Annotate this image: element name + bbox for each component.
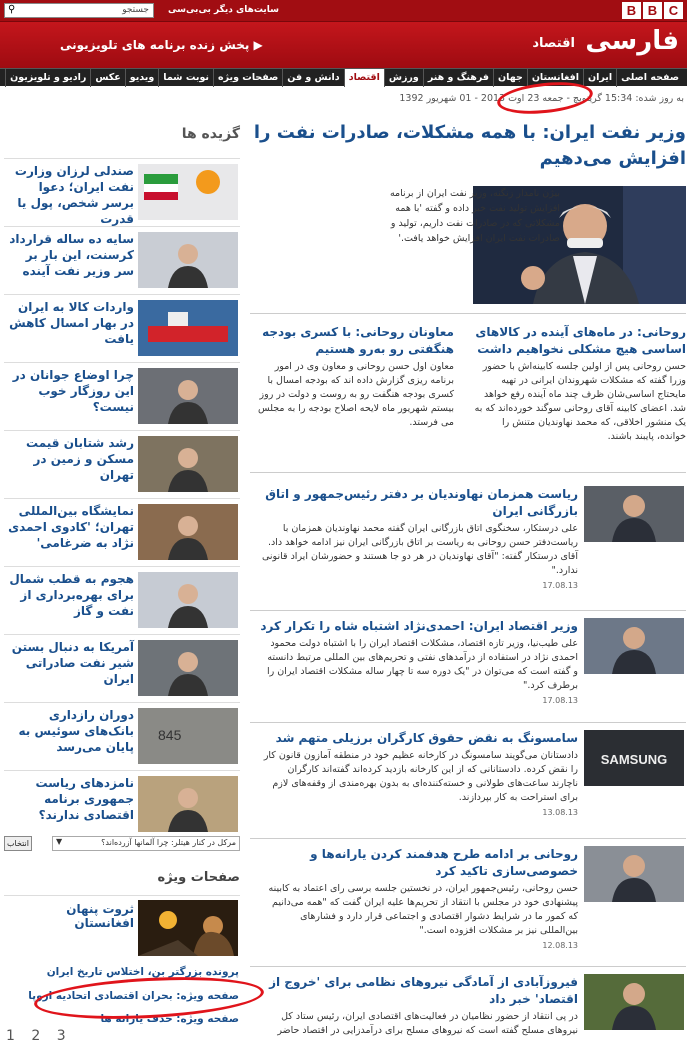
sidebar-item-title[interactable]: هجوم به قطب شمال برای بهره‌برداری از نفت و گاز [9, 572, 134, 618]
divider [250, 610, 686, 611]
sidebar-thumbnail[interactable] [138, 368, 238, 424]
sidebar-thumbnail[interactable] [138, 300, 238, 356]
nav-item[interactable]: افغانستان [527, 69, 583, 87]
story-thumbnail[interactable] [584, 618, 684, 674]
sidebar-item-title[interactable]: نامزدهای ریاست جمهوری برنامه اقتصادی ندارند؟ [35, 776, 134, 822]
pager[interactable]: 1 2 3 [6, 1028, 72, 1044]
sidebar-item[interactable] [4, 158, 240, 226]
site-title[interactable]: فارسی [585, 26, 679, 56]
story-thumbnail[interactable] [584, 730, 684, 786]
sidebar-item-title[interactable]: آمریکا به دنبال بستن شیر نفت صادراتی ایران [11, 640, 134, 686]
nav-item[interactable]: دانش و فن [282, 69, 343, 87]
story-summary: حسن روحانی پس از اولین جلسه کابینه‌اش با حضور وزرا گفته که مشکلات شهروندان ایرانی در تهیه مایحتاج اساسی‌شان ظرف چند ماه آینده رفع خواهد شد. اعضای کابینه آقای روحانی سوگند خورده‌اند که به یک منشور اخلاقی، که محمد نهاوندیان متنش را خوانده، پایبند باشند. [474, 361, 686, 442]
search-input[interactable] [4, 3, 154, 18]
story-item[interactable] [260, 846, 578, 950]
sidebar-thumbnail[interactable] [138, 436, 238, 492]
sidebar-thumbnail[interactable] [138, 164, 238, 220]
top-bar [0, 0, 687, 22]
story-title[interactable]: روحانی: در ماه‌های آینده در کالاهای اساسی هیچ مشکلی نخواهیم داشت [475, 325, 686, 356]
bbc-logo[interactable] [622, 2, 683, 19]
story-item[interactable] [260, 618, 578, 705]
special-lead-title[interactable]: ثروت پنهان افغانستان [66, 902, 134, 930]
story-date: 17.08.13 [542, 696, 578, 705]
divider [250, 472, 686, 473]
nav-item[interactable]: صفحه اصلی [616, 69, 683, 87]
story-title[interactable]: روحانی بر ادامه طرح هدفمند کردن یارانه‌ها و خصوصی‌سازی تاکید کرد [310, 847, 578, 878]
story-summary: علی درستکار، سخنگوی اتاق بازرگانی ایران گفته محمد نهاوندیان همزمان با ریاست‌دفتر حسن روحانی به ریاست بر اتاق بازرگانی ایران نیز ادامه خواهد داد. آقای درستکار گفته: "آقای نهاوندیان در هر دو جا هستند و حضورشان ایراد قانونی ندارد." [262, 523, 578, 576]
sidebar-item-title[interactable]: واردات کالا به ایران در بهار امسال کاهش یافت [9, 300, 134, 346]
story-item[interactable] [260, 486, 578, 590]
nav-item[interactable]: جهان [493, 69, 527, 87]
main-nav [0, 68, 687, 86]
sidebar-item[interactable] [4, 566, 240, 630]
site-banner [0, 22, 687, 68]
story-summary: در پی انتقاد از حضور نظامیان در فعالیت‌های اقتصادی ایران، رئیس ستاد کل نیروهای مسلح گفته است که نیروهای مسلح برای درآمدزایی در اقتصاد حاضر [277, 1011, 578, 1036]
sidebar-item-title[interactable]: نمایشگاه بین‌المللی تهران؛ 'کادوی احمدی نژاد به ضرغامی' [8, 504, 134, 550]
lead-headline[interactable]: وزیر نفت ایران: با همه مشکلات، صادرات نفت را افزایش می‌دهیم [253, 122, 686, 169]
nav-item[interactable]: صفحات ویژه [213, 69, 282, 87]
nav-item[interactable]: عکس [90, 69, 124, 87]
sidebar-item-title[interactable]: سایه ده ساله قرارداد کرسنت، این بار بر سر وزیر نفت آینده [9, 232, 134, 278]
sidebar-item[interactable] [4, 430, 240, 494]
story-summary: معاون اول حسن روحانی و معاون وی در امور برنامه ریزی گزارش داده اند که بودجه امسال با کسری بودجه هنگفت رو به روست و دولت در روز بیستم شهریور ماه لایحه اصلاح بودجه را به مجلس می فرستد. [258, 361, 454, 428]
sidebar-thumbnail[interactable] [138, 708, 238, 764]
chevron-down-icon: ▼ [56, 837, 63, 846]
sidebar-thumbnail[interactable] [138, 640, 238, 696]
live-tv-label: پخش زنده برنامه های تلویزیونی [60, 38, 250, 52]
nav-item[interactable]: ورزش [384, 69, 423, 87]
sidebar-thumbnail[interactable] [138, 232, 238, 288]
story-title[interactable]: معاونان روحانی: با کسری بودجه هنگفتی رو به‌رو هستیم [262, 325, 454, 356]
search-placeholder: جستجو [122, 5, 149, 15]
story-summary: دادستانان می‌گویند سامسونگ در کارخانه عظیم خود در منطقه آمازون قانون کار را نقض کرده. دادستانانی که از این کارخانه بازدید کرده‌اند گفته‌اند کارگران ناچارند ساعت‌های طولانی و خسته‌کننده‌ای به بدون بهره‌مندی از وقفه‌های لازم برای استراحت به کار بپردازند. [263, 750, 578, 803]
special-link[interactable]: صفحه ویژه: حذف یارانه ها [100, 1013, 239, 1025]
select-value: مرکل در کنار هیتلر: چرا آلمانها آزرده‌اند؟ [101, 838, 236, 847]
special-link[interactable]: صفحه ویژه: بحران اقتصادی اتحادیه اروپا [28, 990, 239, 1002]
special-link[interactable]: پرونده بزرگتر بن، اختلاس تاریخ ایران [46, 966, 239, 978]
nav-item[interactable]: اقتصاد [344, 69, 384, 87]
play-icon: ▶ [253, 38, 263, 52]
story-basic-goods[interactable] [474, 324, 686, 444]
story-title[interactable]: فیروزآبادی از آمادگی نیروهای نظامی برای 'خروج از اقتصاد' خبر داد [269, 975, 578, 1006]
lead-summary: بیژن نامدار زنگنه، وزیر نفت ایران از برنامه افزایش تولید نفت خبر داده و گفته 'با همه مشکلاتی که در صادرات نفت داریم، تولید و صادرات نفت ایران افزایش خواهد یافت.' [389, 188, 560, 244]
story-summary: علی طیب‌نیا، وزیر تازه اقتصاد، مشکلات اقتصاد ایران را با اشتباه دولت محمود احمدی نژاد در استفاده از درآمدهای نفتی و تحریم‌های بین المللی مرتبط دانسته و گفته است که می‌توان در "یک دوره سه تا چهار ساله مشکلات اقتصاد ایران را برطرف کرد." [267, 638, 578, 691]
sidebar-item[interactable] [4, 770, 240, 834]
story-date: 12.08.13 [542, 941, 578, 950]
sidebar-item-title[interactable]: رشد شتابان قیمت مسکن و زمین در تهران [26, 436, 134, 482]
sidebar-item-title[interactable]: دوران رازداری بانک‌های سوئیس به پایان می‌رسد [18, 708, 134, 754]
svg-text:845: 845 [158, 727, 182, 743]
story-select[interactable] [52, 836, 240, 851]
sidebar-item[interactable] [4, 702, 240, 766]
select-go-button[interactable]: انتخاب [4, 836, 32, 851]
sidebar-item[interactable] [4, 498, 240, 562]
section-title: اقتصاد [532, 36, 575, 51]
story-item[interactable] [260, 974, 578, 1041]
svg-text:SAMSUNG: SAMSUNG [600, 752, 668, 767]
story-thumbnail[interactable] [584, 486, 684, 542]
nav-item[interactable]: ویدیو [125, 69, 158, 87]
sidebar-thumbnail[interactable] [138, 572, 238, 628]
live-tv-link[interactable] [60, 38, 263, 52]
divider [250, 722, 686, 723]
story-thumbnail[interactable] [584, 846, 684, 902]
story-summary: حسن روحانی، رئیس‌جمهور ایران، در نخستین جلسه برسی رای اعتماد به کابینه پیشنهادی خود در مجلس با انتقاد از تحریم‌ها علیه ایران گفت که "همه می‌دانیم که کمور ما در شرایط دشوار اقتصادی و اجتماعی قرار دارد و فشارهای بین‌المللی نیز بر مشکلات افزوده است." [268, 883, 578, 936]
sidebar-item-title[interactable]: چرا اوضاع جوانان در این روزگار خوب نیست؟ [12, 368, 134, 414]
last-updated: به روز شده: 15:34 گرینویچ - جمعه 23 اوت 2013 - 01 شهریور 1392 [399, 93, 684, 104]
sidebar-thumbnail[interactable] [138, 776, 238, 832]
nav-item[interactable]: نوبت شما [158, 69, 213, 87]
story-title[interactable]: وزیر اقتصاد ایران: احمدی‌نژاد اشتباه شاه را تکرار کرد [260, 619, 578, 633]
nav-item[interactable]: فرهنگ و هنر [423, 69, 493, 87]
story-date: 17.08.13 [542, 581, 578, 590]
nav-item[interactable]: ایران [583, 69, 616, 87]
divider [250, 838, 686, 839]
sidebar-item[interactable] [4, 294, 240, 358]
story-thumbnail[interactable] [584, 974, 684, 1030]
bbc-logo-letter: B [622, 2, 641, 19]
special-lead-image[interactable] [138, 900, 238, 956]
story-deficit[interactable] [254, 324, 454, 430]
bbc-logo-letter: B [643, 2, 662, 19]
special-pages-heading: صفحات ویژه [157, 870, 240, 885]
divider [250, 966, 686, 967]
story-date: 13.08.13 [542, 808, 578, 817]
story-title[interactable]: سامسونگ به نقض حقوق کارگران برزیلی متهم شد [275, 731, 578, 745]
sidebar-heading: گزیده ها [181, 126, 240, 142]
story-title[interactable]: ریاست همزمان نهاوندیان بر دفتر رئیس‌جمهور و اتاق بازرگانی ایران [265, 487, 578, 518]
divider [250, 313, 686, 314]
sidebar-item[interactable] [4, 362, 240, 426]
bbc-logo-letter: C [664, 2, 683, 19]
other-bbc-sites-link[interactable]: سایت‌های دیگر بی‌بی‌سی [168, 5, 280, 15]
story-item[interactable] [260, 730, 578, 817]
sidebar-item[interactable] [4, 226, 240, 290]
search-icon[interactable]: ⚲ [8, 4, 16, 15]
sidebar-item-title[interactable]: صندلی لرزان وزارت نفت ایران؛ دعوا برسر شخص، پول یا قدرت [14, 164, 134, 226]
sidebar-item[interactable] [4, 634, 240, 698]
nav-item[interactable]: رادیو و تلویزیون [5, 69, 90, 87]
story-select-row [4, 834, 240, 852]
special-lead-item[interactable] [4, 895, 240, 957]
sidebar-thumbnail[interactable] [138, 504, 238, 560]
